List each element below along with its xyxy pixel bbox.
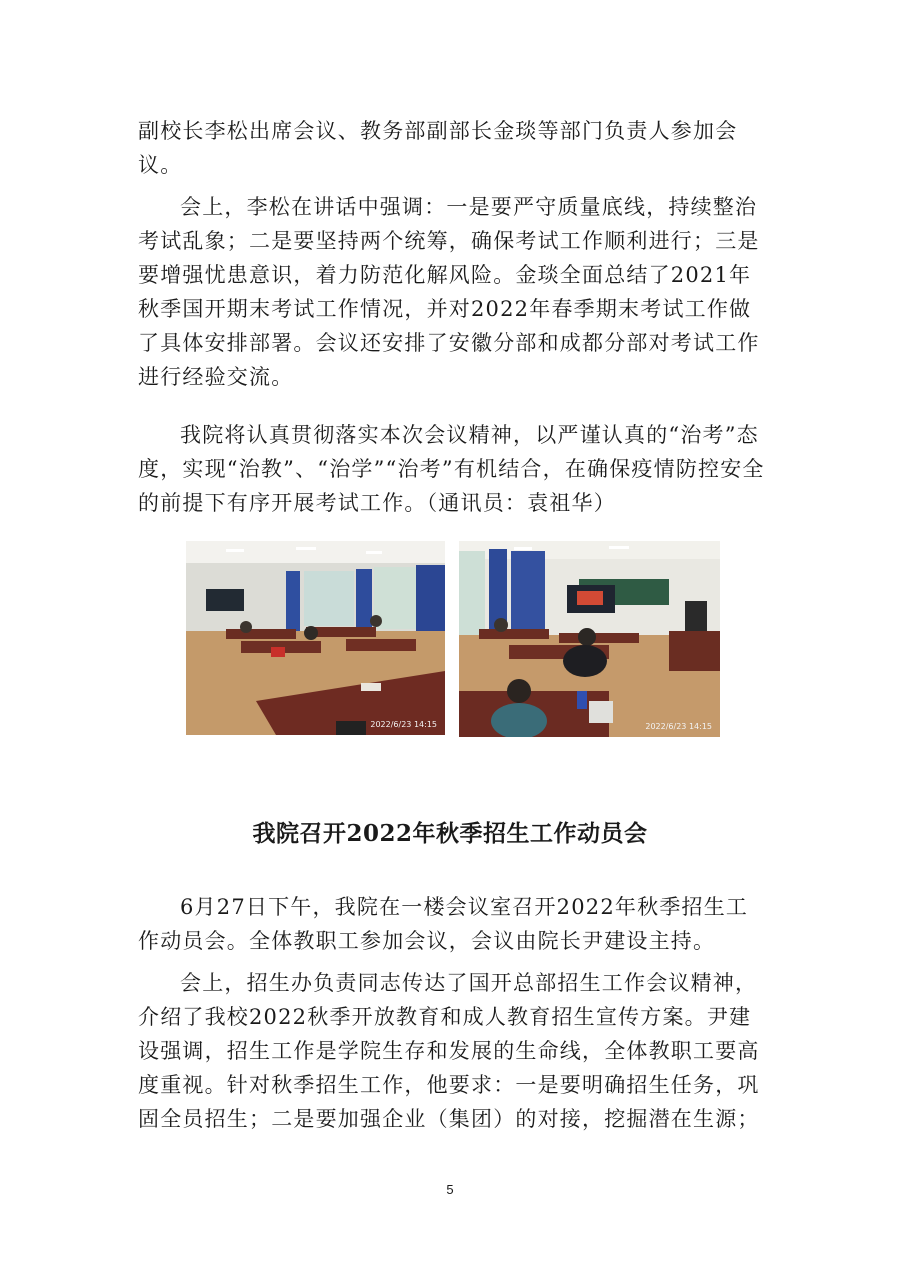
page-number: 5 [446,1182,454,1197]
photo-timestamp: 2022/6/23 14:15 [370,720,437,729]
meeting-photo-right [459,541,720,737]
paragraph-attendees: 副校长李松出席会议、教务部副部长金琰等部门负责人参加会议。 [138,119,738,177]
paragraph-meeting-intro: 6月27日下午，我院在一楼会议室召开2022年秋季招生工作动员会。全体教职工参加会议，会议由院长尹建设主持。 [138,895,749,953]
meeting-photo-left [186,541,445,735]
photo-timestamp: 2022/6/23 14:15 [645,722,712,731]
paragraph-enrollment: 会上，招生办负责同志传达了国开总部招生工作会议精神，介绍了我校2022秋季开放教育和成人教育招生宣传方案。尹建设强调，招生工作是学院生存和发展的生命线，全体教职工要高度重视。针对秋季招生工作，他要求：一是要明确招生任务，巩固全员招生；二是要加强企业（集团）的对接，挖掘潜在生源； [138,971,760,1131]
paragraph-speech: 会上，李松在讲话中强调：一是要严守质量底线，持续整治考试乱象；二是要坚持两个统筹，确保考试工作顺利进行；三是要增强忧患意识，着力防范化解风险。金琰全面总结了2021年秋季国开期末考试工作情况，并对2022年春季期末考试工作做了具体安排部署。会议还安排了安徽分部和成都分部对考试工作进行经验交流。 [138,195,760,389]
paragraph-implementation: 我院将认真贯彻落实本次会议精神，以严谨认真的“治考”态度，实现“治教”、“治学”“治考”有机结合，在确保疫情防控安全的前提下有序开展考试工作。（通讯员：袁祖华） [138,423,765,515]
article-title: 我院召开2022年秋季招生工作动员会 [252,820,648,847]
